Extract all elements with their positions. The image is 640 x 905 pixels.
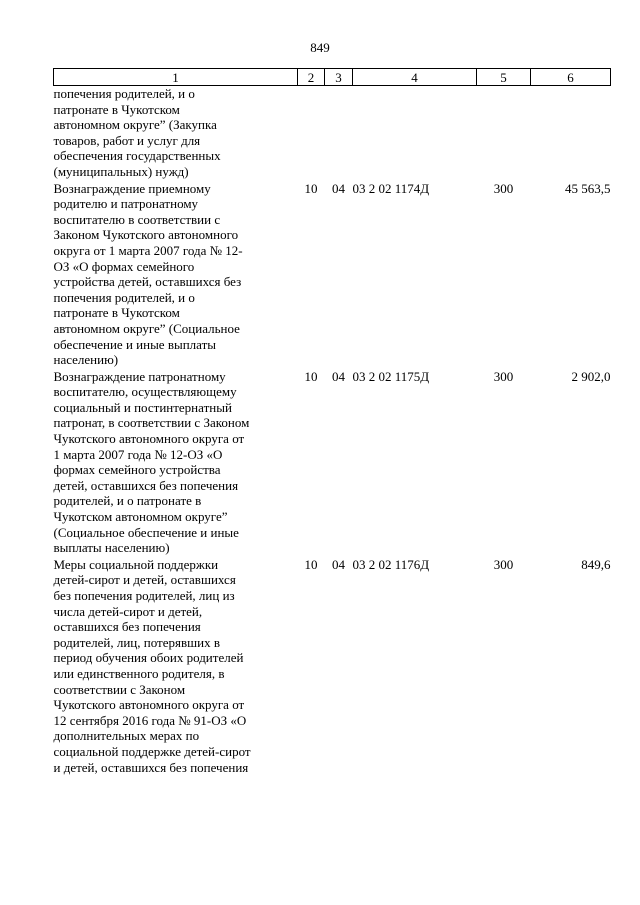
description-line: Чукотском автономном округе” <box>53 509 228 525</box>
header-col-4: 4 <box>353 69 477 86</box>
description-line: товаров, работ и услуг для <box>53 132 201 148</box>
description-line: воспитателю в соответствии с <box>53 211 221 227</box>
description-line: попечения родителей, и о <box>53 289 195 305</box>
description-line: родителей, и о патронате в <box>53 493 202 509</box>
description-line: обеспечения государственных <box>53 148 221 164</box>
description-line: Чукотского автономного округа от <box>53 431 245 447</box>
row-expense-type: 300 <box>493 368 514 384</box>
description-line: (муниципальных) нужд) <box>53 163 189 179</box>
description-line: воспитателю, осуществляющему <box>53 384 237 400</box>
description-line: родителю и патронатному <box>53 196 199 212</box>
description-line: без попечения родителей, лиц из <box>53 588 235 603</box>
description-line: детей, оставшихся без попечения <box>53 477 239 493</box>
description-line: детей-сирот и детей, оставшихся <box>53 572 236 588</box>
description-line: числа детей-сирот и детей, <box>53 603 203 619</box>
description-line: обеспечение и иные выплаты <box>53 336 216 352</box>
description-line: социальной поддержке детей-сирот <box>53 743 251 759</box>
header-col-1: 1 <box>54 69 298 86</box>
header-col-3: 3 <box>325 69 353 86</box>
description-line: 1 марта 2007 года № 12-ОЗ «О <box>53 446 223 462</box>
row-description <box>54 180 298 368</box>
row-target-code: 03 2 02 1176Д <box>352 556 430 572</box>
description-line: округа от 1 марта 2007 года № 12- <box>53 242 243 258</box>
description-line: формах семейного устройства <box>53 462 221 478</box>
description-line: Вознаграждение приемному <box>53 180 211 196</box>
description-line: социальный и постинтернатный <box>53 399 232 415</box>
description-line: попечения родителей, и о <box>53 86 195 101</box>
description-line: населению) <box>53 352 119 368</box>
description-line: Чукотского автономного округа от <box>53 697 245 713</box>
row-expense-type: 300 <box>493 180 514 196</box>
table-row-continuation <box>54 86 611 180</box>
description-line: (Социальное обеспечение и иные <box>53 524 239 540</box>
row-section: 10 <box>304 180 318 196</box>
description-line: Вознаграждение патронатному <box>53 368 226 384</box>
table-row <box>54 368 611 556</box>
description-line: патронат, в соответствии с Законом <box>53 415 250 431</box>
continuation-description <box>54 86 298 180</box>
header-row <box>54 69 611 86</box>
row-amount: 849,6 <box>581 556 611 572</box>
description-line: автономном округе” (Закупка <box>53 117 217 133</box>
description-line: 12 сентября 2016 года № 91-ОЗ «О <box>53 712 247 728</box>
header-col-6: 6 <box>531 69 611 86</box>
row-amount: 2 902,0 <box>571 368 611 384</box>
row-description <box>54 556 298 775</box>
description-line: соответствии с Законом <box>53 681 186 697</box>
description-line: дополнительных мерах по <box>53 728 200 744</box>
row-subsection: 04 <box>332 368 345 384</box>
description-line: патронате в Чукотском <box>53 305 180 321</box>
row-target-code: 03 2 02 1175Д <box>352 368 430 384</box>
description-line: оставшихся без попечения <box>53 619 201 635</box>
description-line: Меры социальной поддержки <box>53 556 219 572</box>
page-number: 849 <box>310 40 330 55</box>
row-subsection: 04 <box>332 556 345 572</box>
row-target-code: 03 2 02 1174Д <box>352 180 430 196</box>
description-line: патронате в Чукотском <box>53 101 180 117</box>
description-line: выплаты населению) <box>53 540 170 556</box>
row-expense-type: 300 <box>493 556 514 572</box>
table-row <box>54 180 611 368</box>
description-line: Законом Чукотского автономного <box>53 227 239 243</box>
row-subsection: 04 <box>332 180 345 196</box>
description-line: автономном округе” (Социальное <box>53 320 240 336</box>
description-line: ОЗ «О формах семейного <box>53 258 195 274</box>
header-col-5: 5 <box>477 69 531 86</box>
row-section: 10 <box>304 556 318 572</box>
row-amount: 45 563,5 <box>565 180 611 196</box>
table-row <box>54 556 611 775</box>
description-line: родителей, лиц, потерявших в <box>53 634 220 650</box>
description-line: или единственного родителя, в <box>53 665 225 681</box>
description-line: период обучения обоих родителей <box>53 650 244 666</box>
row-section: 10 <box>304 368 318 384</box>
description-line: и детей, оставшихся без попечения <box>53 759 249 775</box>
header-col-2: 2 <box>298 69 325 86</box>
row-description <box>54 368 298 556</box>
description-line: устройства детей, оставшихся без <box>53 274 242 290</box>
budget-table <box>53 68 611 775</box>
